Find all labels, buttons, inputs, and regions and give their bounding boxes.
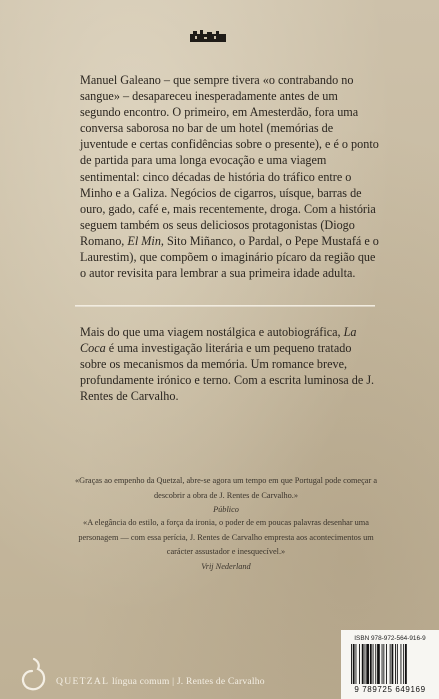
synopsis-paragraph	[80, 72, 380, 281]
collection-name: língua comum	[111, 676, 170, 687]
quote-source: Vrij Nederland	[201, 561, 251, 571]
author-name: J. Rentes de Carvalho	[176, 676, 265, 687]
quote-source: Público	[213, 505, 239, 515]
text-run: é uma investigação literária e um pequeno tratado sobre os mecanismos da memória. Um romance breve, profundamente irónico e terno. Com a escrita luminosa de J. Rentes de Carvalho.	[80, 341, 375, 404]
isbn-label: ISBN 978-972-564-916-9	[354, 635, 426, 642]
press-quote-vrij-nederland	[66, 516, 386, 574]
publisher-imprint	[56, 676, 265, 687]
italic-title: El Min	[127, 233, 161, 248]
press-quote-publico	[66, 474, 386, 518]
isbn-barcode	[341, 630, 439, 699]
barcode-bars	[349, 644, 435, 684]
barcode-digits: 9 789725 649169	[354, 685, 426, 694]
text-run: Mais do que uma viagem nostálgica e autobiográfica,	[80, 325, 344, 339]
description-paragraph	[80, 324, 380, 404]
italic-title: La Coca	[80, 325, 357, 356]
imprint-separator: |	[172, 676, 175, 687]
quote-text: «Graças ao empenho da Quetzal, abre-se agora um tempo em que Portugal pode começar a descobrir a obra de J. Rentes de Carvalho.»	[74, 476, 378, 500]
text-run: Manuel Galeano – que sempre tivera «o contrabando no sangue» – desapareceu inesperadamente antes de um segundo encontro. O primeiro, em Amesterdão, fora uma conversa saborosa no bar de um hotel (memórias de juventude e certas confidências sobre o presente), e é o ponto de partida para uma longa evocação e uma viagem sentimental: cinco décadas de história do tráfico entre o Minho e a Galiza. Negócios de cigarros, uísque, barras de ouro, gado, café e, mais recentemente, droga. Com a história seguem também os seus deliciosos protagonistas (Diogo Romano,	[80, 73, 379, 248]
publisher-logo-icon	[190, 30, 226, 44]
publisher-name: QUETZAL	[56, 676, 110, 687]
divider-line	[75, 305, 375, 306]
text-run: , Sito Miñanco, o Pardal, o Pepe Mustafá e o Laurestim), que compõem o imaginário pícaro da região que o autor revisita para lembrar a sua primeira idade adulta.	[80, 233, 379, 281]
quote-text: «A elegância do estilo, a força da ironia, o poder de em poucas palavras desenhar uma personagem — com essa perícia, J. Rentes de Carvalho empresta aos acontecimentos um carácter assustador e inesquecível.»	[78, 518, 374, 557]
quetzal-mark-icon	[20, 655, 48, 695]
